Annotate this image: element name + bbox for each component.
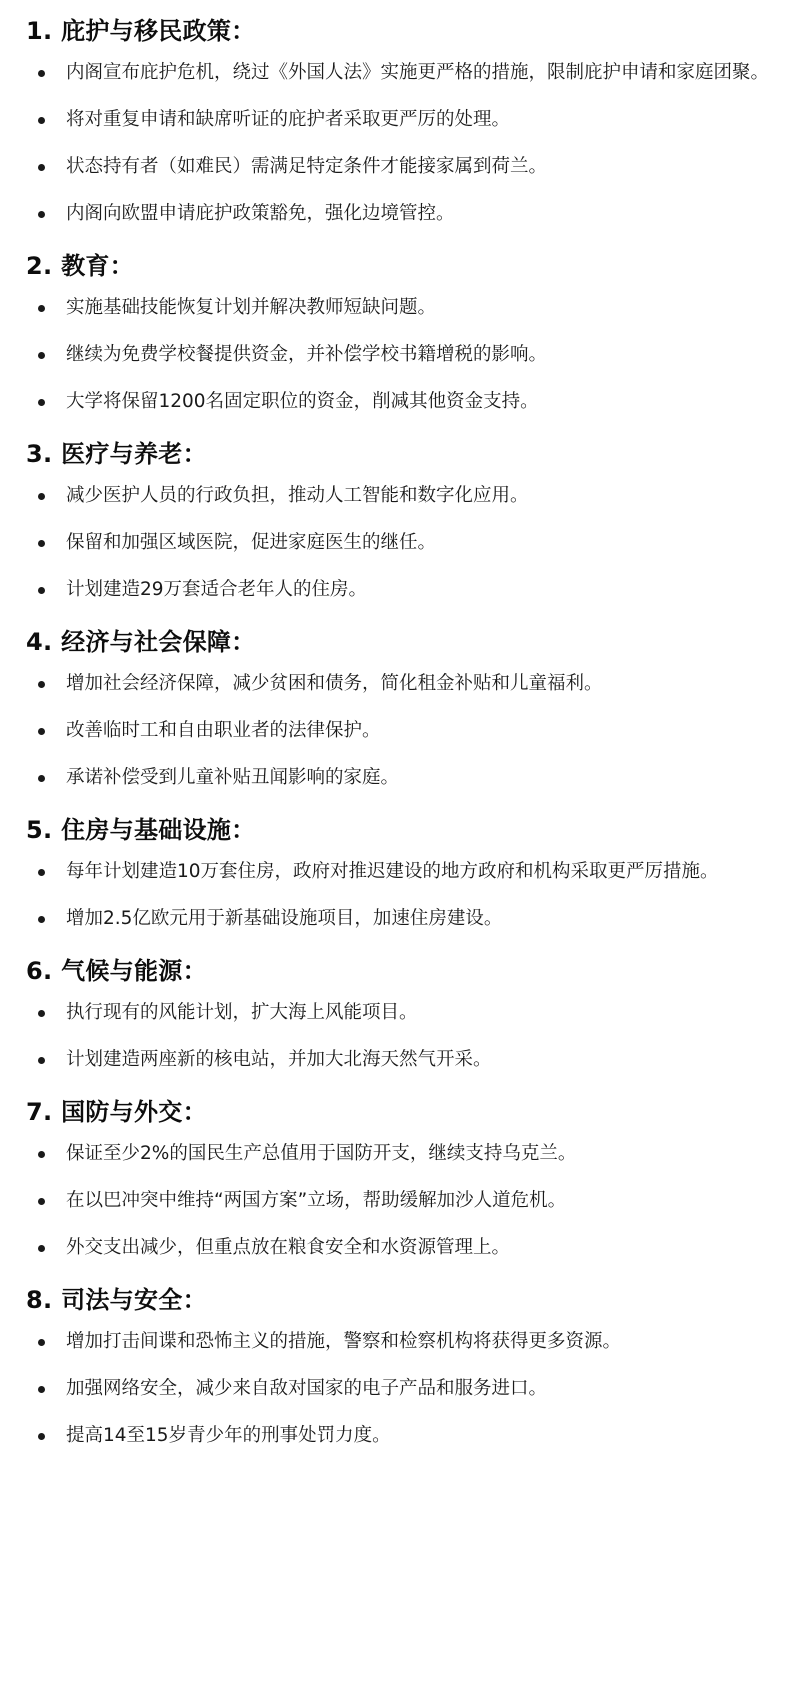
list-item xyxy=(26,150,780,184)
section-heading: 4. 经济与社会保障： xyxy=(26,628,256,656)
list-item-text: 加强网络安全，减少来自敌对国家的电子产品和服务进口。 xyxy=(66,1378,548,1399)
bullet-icon xyxy=(38,916,45,923)
list-item-text: 增加打击间谍和恐怖主义的措施，警察和检察机构将获得更多资源。 xyxy=(66,1331,622,1352)
list-item-text: 提高14至15岁青少年的刑事处罚力度。 xyxy=(66,1425,391,1446)
bullet-icon xyxy=(38,352,45,359)
list-item-text: 保留和加强区域医院，促进家庭医生的继任。 xyxy=(66,532,437,553)
list-item xyxy=(26,1231,780,1265)
list-item xyxy=(26,479,780,513)
list-item xyxy=(26,56,780,90)
policy-section xyxy=(26,1095,780,1265)
list-item xyxy=(26,1419,780,1453)
list-item-text: 将对重复申请和缺席听证的庇护者采取更严厉的处理。 xyxy=(66,109,511,130)
section-heading: 8. 司法与安全： xyxy=(26,1286,207,1314)
bullet-icon xyxy=(38,540,45,547)
bullet-list xyxy=(26,667,780,795)
list-item xyxy=(26,385,780,419)
list-item-text: 计划建造两座新的核电站，并加大北海天然气开采。 xyxy=(66,1049,492,1070)
bullet-icon xyxy=(38,305,45,312)
list-item xyxy=(26,1043,780,1077)
policy-section xyxy=(26,14,780,231)
list-item-text: 执行现有的风能计划，扩大海上风能项目。 xyxy=(66,1002,418,1023)
list-item-text: 外交支出减少，但重点放在粮食安全和水资源管理上。 xyxy=(66,1237,511,1258)
list-item xyxy=(26,573,780,607)
list-item-text: 减少医护人员的行政负担，推动人工智能和数字化应用。 xyxy=(66,485,529,506)
bullet-icon xyxy=(38,587,45,594)
bullet-icon xyxy=(38,70,45,77)
list-item xyxy=(26,1137,780,1171)
list-item-text: 计划建造29万套适合老年人的住房。 xyxy=(66,579,368,600)
bullet-list xyxy=(26,479,780,607)
bullet-icon xyxy=(38,1433,45,1440)
list-item xyxy=(26,103,780,137)
bullet-list xyxy=(26,1325,780,1453)
list-item-text: 改善临时工和自由职业者的法律保护。 xyxy=(66,720,381,741)
list-item xyxy=(26,714,780,748)
list-item xyxy=(26,197,780,231)
list-item-text: 大学将保留1200名固定职位的资金，削减其他资金支持。 xyxy=(66,391,539,412)
list-item xyxy=(26,1184,780,1218)
bullet-icon xyxy=(38,681,45,688)
policy-section xyxy=(26,249,780,419)
bullet-icon xyxy=(38,493,45,500)
list-item-text: 继续为免费学校餐提供资金，并补偿学校书籍增税的影响。 xyxy=(66,344,548,365)
section-heading: 2. 教育： xyxy=(26,252,134,280)
section-heading: 6. 气候与能源： xyxy=(26,957,207,985)
list-item-text: 在以巴冲突中维持“两国方案”立场，帮助缓解加沙人道危机。 xyxy=(66,1190,567,1211)
policy-section xyxy=(26,954,780,1077)
bullet-icon xyxy=(38,869,45,876)
policy-section xyxy=(26,625,780,795)
section-heading: 1. 庇护与移民政策： xyxy=(26,17,256,45)
section-heading: 3. 医疗与养老： xyxy=(26,440,207,468)
list-item xyxy=(26,1372,780,1406)
list-item xyxy=(26,1325,780,1359)
bullet-icon xyxy=(38,1386,45,1393)
list-item-text: 内阁向欧盟申请庇护政策豁免，强化边境管控。 xyxy=(66,203,455,224)
bullet-icon xyxy=(38,399,45,406)
list-item xyxy=(26,338,780,372)
bullet-icon xyxy=(38,775,45,782)
list-item-text: 实施基础技能恢复计划并解决教师短缺问题。 xyxy=(66,297,437,318)
bullet-list xyxy=(26,855,780,936)
list-item-text: 每年计划建造10万套住房，政府对推迟建设的地方政府和机构采取更严厉措施。 xyxy=(66,861,719,882)
bullet-list xyxy=(26,56,780,231)
list-item-text: 内阁宣布庇护危机，绕过《外国人法》实施更严格的措施，限制庇护申请和家庭团聚。 xyxy=(66,62,770,83)
bullet-icon xyxy=(38,1245,45,1252)
bullet-icon xyxy=(38,211,45,218)
list-item-text: 保证至少2%的国民生产总值用于国防开支，继续支持乌克兰。 xyxy=(66,1143,577,1164)
section-heading: 7. 国防与外交： xyxy=(26,1098,207,1126)
bullet-icon xyxy=(38,1010,45,1017)
bullet-icon xyxy=(38,164,45,171)
bullet-icon xyxy=(38,728,45,735)
bullet-icon xyxy=(38,1151,45,1158)
list-item-text: 增加社会经济保障，减少贫困和债务，简化租金补贴和儿童福利。 xyxy=(66,673,603,694)
list-item xyxy=(26,761,780,795)
list-item xyxy=(26,902,780,936)
policy-section xyxy=(26,437,780,607)
list-item xyxy=(26,526,780,560)
policy-section xyxy=(26,813,780,936)
list-item-text: 状态持有者（如难民）需满足特定条件才能接家属到荷兰。 xyxy=(66,156,548,177)
bullet-list xyxy=(26,291,780,419)
list-item xyxy=(26,667,780,701)
section-heading: 5. 住房与基础设施： xyxy=(26,816,256,844)
bullet-icon xyxy=(38,1198,45,1205)
list-item xyxy=(26,855,780,889)
bullet-list xyxy=(26,1137,780,1265)
bullet-icon xyxy=(38,1339,45,1346)
policy-section xyxy=(26,1283,780,1453)
list-item-text: 承诺补偿受到儿童补贴丑闻影响的家庭。 xyxy=(66,767,400,788)
bullet-icon xyxy=(38,1057,45,1064)
list-item xyxy=(26,291,780,325)
list-item xyxy=(26,996,780,1030)
bullet-icon xyxy=(38,117,45,124)
list-item-text: 增加2.5亿欧元用于新基础设施项目，加速住房建设。 xyxy=(66,908,503,929)
bullet-list xyxy=(26,996,780,1077)
